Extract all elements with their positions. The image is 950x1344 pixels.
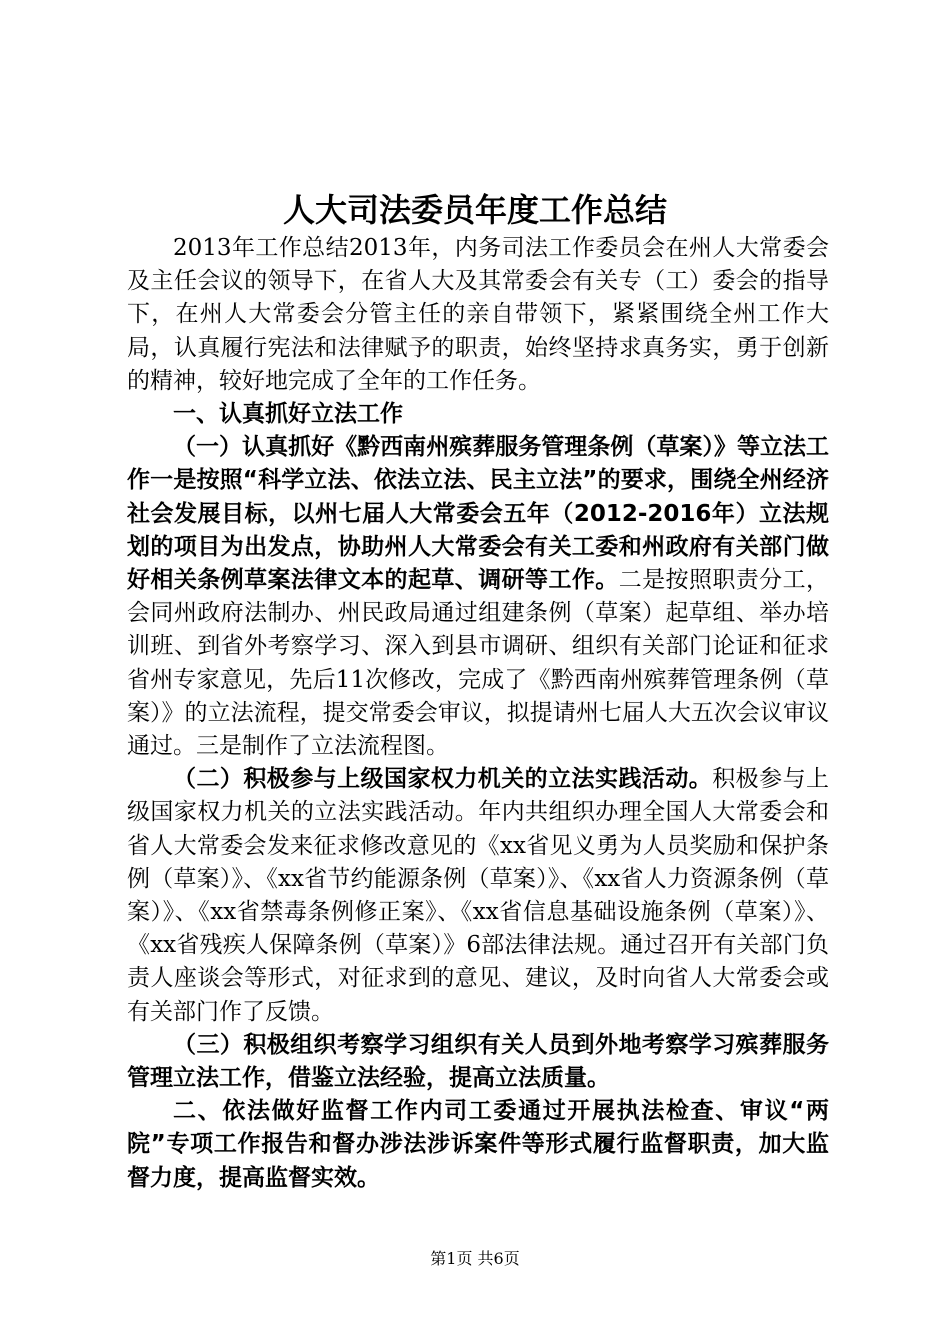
paragraph-lead-bold: （二）积极参与上级国家权力机关的立法实践活动。 [173,766,713,793]
document-title: 人大司法委员年度工作总结 [282,191,667,229]
section-heading-1: 一、认真抓好立法工作 [173,401,403,428]
paragraph-lead-bold: （一）认真抓好《黔西南州殡葬服务管理条例（草案）》等立法工作一是按照“科学立法、依法立法、民主立法”的要求，围绕全州经济社会发展目标，以州七届人大常委会五年（2012-2016年）立法规划的项目为出发点，协助州人大常委会有关工委和州政府有关部门做好相关条例草案法律文本的起草、调研等工作。 [127,434,829,594]
paragraph-legislation-2 [127,763,829,1029]
paragraph-body: 二是按照职责分工，会同州政府法制办、州民政局通过组建条例（草案）起草组、举办培训班、到省外考察学习、深入到县市调研、组织有关部门论证和征求省州专家意见，先后11次修改，完成了《黔西南州殡葬管理条例（草案）》的立法流程，提交常委会审议，拟提请州七届人大五次会议审议通过。三是制作了立法流程图。 [127,567,830,760]
paragraph-legislation-3: （三）积极组织考察学习组织有关人员到外地考察学习殡葬服务管理立法工作，借鉴立法经验，提高立法质量。 [127,1031,829,1092]
document-body [127,232,829,1195]
paragraph-legislation-1 [127,431,829,763]
intro-paragraph: 2013年工作总结2013年，内务司法工作委员会在州人大常委会及主任会议的领导下，在省人大及其常委会有关专（工）委会的指导下，在州人大常委会分管主任的亲自带领下，紧紧围绕全州工作大局，认真履行宪法和法律赋予的职责，始终坚持求真务实，勇于创新的精神，较好地完成了全年的工作任务。 [127,235,829,394]
page-number: 第1页 共6页 [430,1249,520,1268]
section-heading-2: 二、依法做好监督工作内司工委通过开展执法检查、审议“两院”专项工作报告和督办涉法涉诉案件等形式履行监督职责，加大监督力度，提高监督实效。 [127,1098,829,1191]
paragraph-body: 积极参与上级国家权力机关的立法实践活动。年内共组织办理全国人大常委会和省人大常委会发来征求修改意见的《xx省见义勇为人员奖励和保护条例（草案）》、《xx省节约能源条例（草案）》、《xx省人力资源条例（草案）》、《xx省禁毒条例修正案》、《xx省信息基础设施条例（草案）》、《xx省残疾人保障条例（草案）》6部法律法规。通过召开有关部门负责人座谈会等形式，对征求到的意见、建议，及时向省人大常委会或有关部门作了反馈。 [127,766,830,1025]
